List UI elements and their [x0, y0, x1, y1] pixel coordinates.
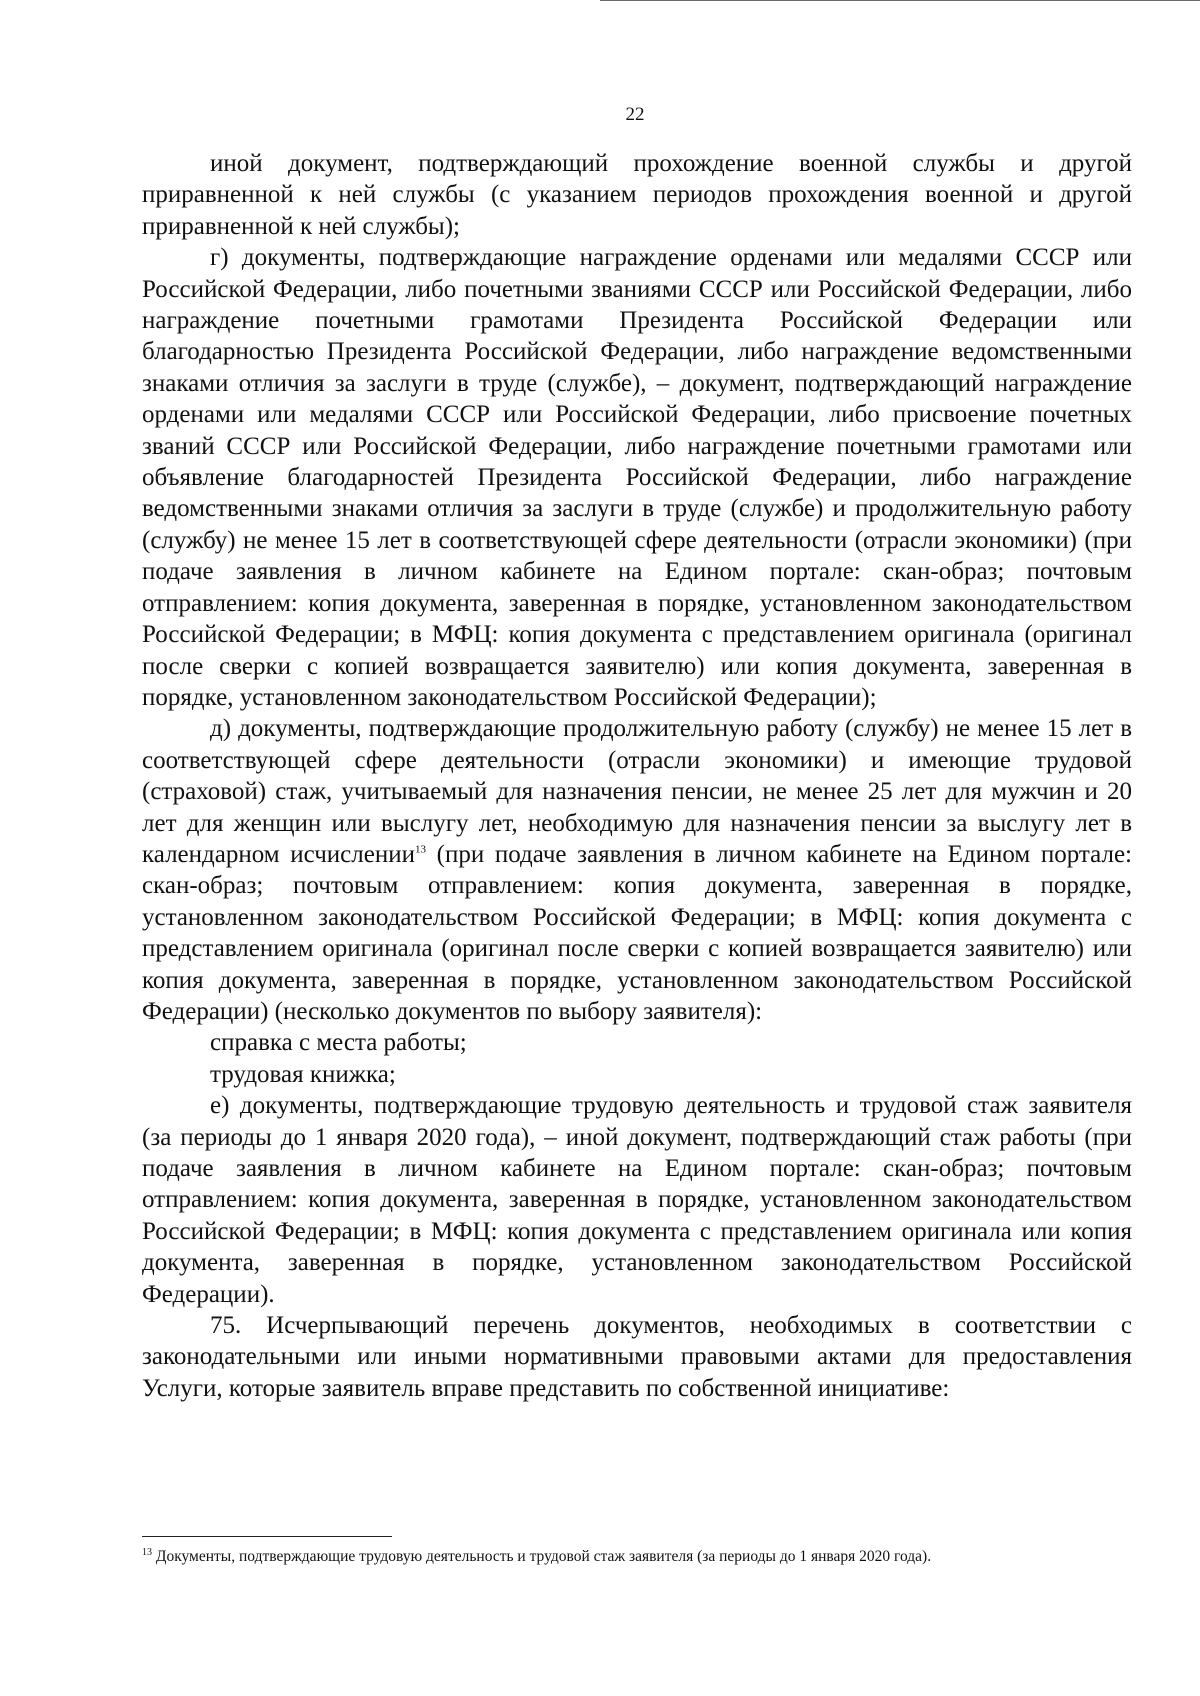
paragraph-d-text-continued: (при подаче заявления в личном кабинете на Едином портале: скан-образ; почтовым отправлением: копия документа, заверенная в порядке, установленном законодательством Российской Федерации; в МФЦ: копия документа с представлением оригинала (оригинал после сверки с копией возвращается заявителю) или копия документа, заверенная в порядке, установленном законодательством Российской Федерации) (несколько документов по выбору заявителя):	[142, 840, 1132, 1025]
footnote	[142, 1547, 1142, 1567]
paragraph-g-awards-documents: г) документы, подтверждающие награждение орденами или медалями СССР или Российской Федерации, либо почетными званиями СССР или Российской Федерации, либо награждение почетными грамотами Президента Российской Федерации или благодарностью Президента Российской Федерации, либо награждение ведомственными знаками отличия за заслуги в труде (службе), – документ, подтверждающий награждение орденами или медалями СССР или Российской Федерации, либо присвоение почетных званий СССР или Российской Федерации, либо награждение почетными грамотами или объявление благодарностей Президента Российской Федерации, либо награждение ведомственными знаками отличия за заслуги в труде (службе) и продолжительную работу (службу) не менее 15 лет в соответствующей сфере деятельности (отрасли экономики) (при подаче заявления в личном кабинете на Едином портале: скан-образ; почтовым отправлением: копия документа, заверенная в порядке, установленном законодательством Российской Федерации; в МФЦ: копия документа с представлением оригинала (оригинал после сверки с копией возвращается заявителю) или копия документа, заверенная в порядке, установленном законодательством Российской Федерации);	[142, 244, 1132, 711]
list-item-work-certificate: справка с места работы;	[210, 1029, 467, 1057]
scan-top-edge-line	[600, 0, 1200, 1]
paragraph-d-long-service-documents	[142, 713, 1132, 1027]
paragraph-e-work-experience-documents: е) документы, подтверждающие трудовую деятельность и трудовой стаж заявителя (за периоды до 1 января 2020 года), – иной документ, подтверждающий стаж работы (при подаче заявления в личном кабинете на Едином портале: скан-образ; почтовым отправлением: копия документа, заверенная в порядке, установленном законодательством Российской Федерации; в МФЦ: копия документа с представлением оригинала или копия документа, заверенная в порядке, установленном законодательством Российской Федерации).	[142, 1092, 1132, 1308]
footnote-marker: 13	[142, 1546, 152, 1558]
footnote-separator	[142, 1536, 392, 1537]
footnote-text: Документы, подтверждающие трудовую деятельность и трудовой стаж заявителя (за периоды до 1 января 2020 года).	[155, 1548, 932, 1565]
footnote-reference: 13	[414, 843, 426, 856]
paragraph-military-service-document: иной документ, подтверждающий прохождение военной службы и другой приравненной к ней службы (с указанием периодов прохождения военной и другой приравненной к ней службы);	[142, 150, 1132, 240]
list-item-employment-record-book: трудовая книжка;	[210, 1060, 396, 1088]
paragraph-d-text: д) документы, подтверждающие продолжительную работу (службу) не менее 15 лет в соответствующей сфере деятельности (отрасли экономики) и имеющие трудовой (страховой) стаж, учитываемый для назначения пенсии, не менее 25 лет для мужчин и 20 лет для женщин или выслугу лет, необходимую для назначения пенсии за выслугу лет в календарном исчислении	[142, 715, 1132, 868]
document-body	[142, 148, 1132, 1404]
page-number: 22	[625, 104, 645, 125]
paragraph-75-exhaustive-list: 75. Исчерпывающий перечень документов, необходимых в соответствии с законодательными или иными нормативными правовыми актами для предоставления Услуги, которые заявитель вправе представить по собственной инициативе:	[142, 1312, 1132, 1402]
